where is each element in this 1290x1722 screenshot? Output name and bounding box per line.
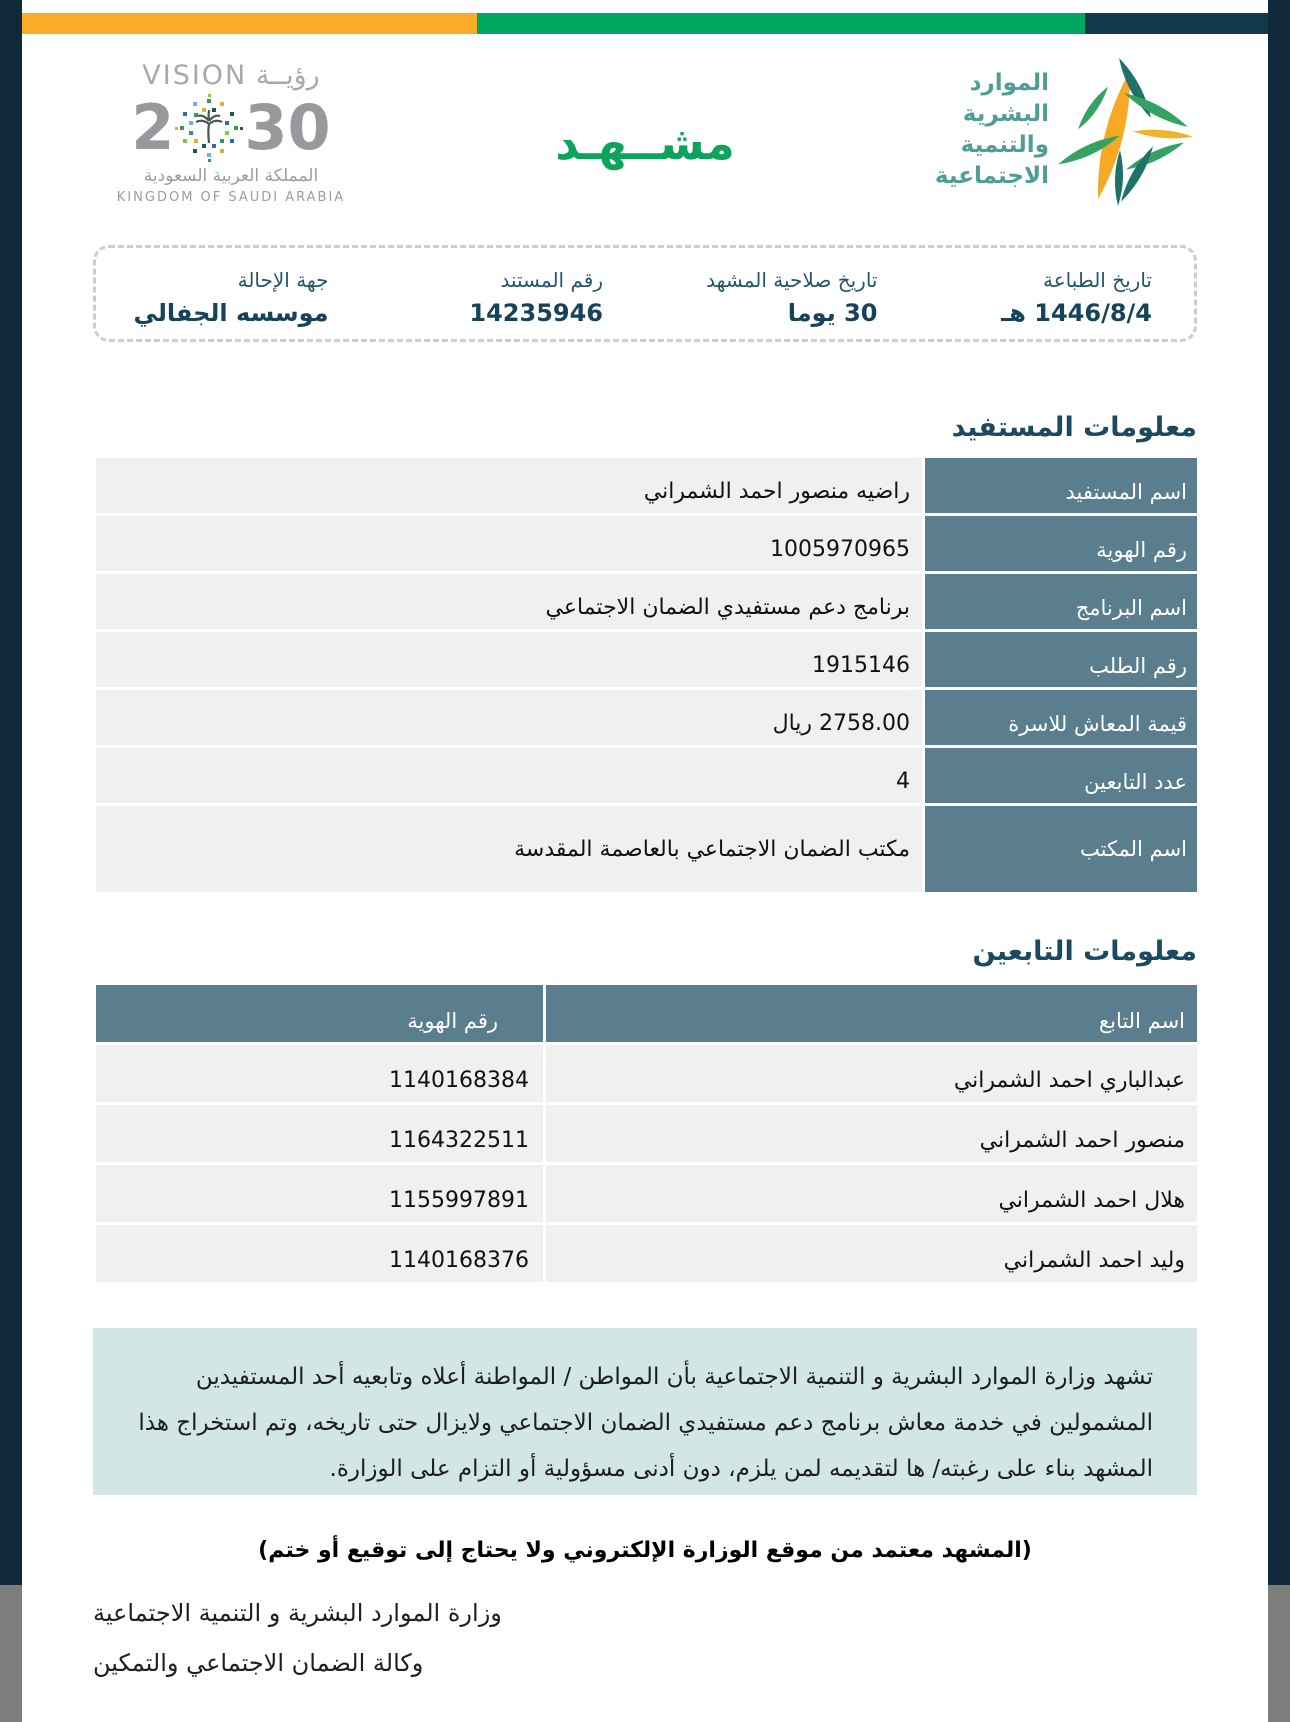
row-value: برنامج دعم مستفيدي الضمان الاجتماعي (96, 574, 922, 629)
info-label: جهة الإحالة (237, 268, 329, 292)
dependent-name: منصور احمد الشمراني (546, 1105, 1197, 1162)
row-label: رقم الطلب (925, 632, 1197, 687)
dependent-id: 1140168376 (96, 1225, 543, 1282)
vision-year-end: 30 (244, 91, 331, 164)
beneficiary-section-title: معلومات المستفيد (951, 412, 1197, 443)
row-value: مكتب الضمان الاجتماعي بالعاصمة المقدسة (96, 806, 922, 892)
issuing-ministry-line: وزارة الموارد البشرية و التنمية الاجتماعية (93, 1599, 502, 1627)
info-document-number (371, 268, 646, 339)
dependent-name: وليد احمد الشمراني (546, 1225, 1197, 1282)
row-label: عدد التابعين (925, 748, 1197, 803)
page-title: مشــهـد (555, 116, 735, 170)
certification-statement: تشهد وزارة الموارد البشرية و التنمية الاجتماعية بأن المواطن / المواطنة أعلاه وتابعيه أحد المستفيدين المشمولين في خدمة معاش برنامج دعم مستفيدي الضمان الاجتماعي ولايزال حتى تاريخه، وتم استخراج هذا المشهد بناء على رغبته/ ها لتقديمه لمن يلزم، دون أدنى مسؤولية أو التزام على الوزارة. (93, 1328, 1197, 1495)
table-row (93, 516, 1197, 571)
column-header-id: رقم الهوية (96, 985, 543, 1042)
row-label: اسم المكتب (925, 806, 1197, 892)
approval-note: (المشهد معتمد من موقع الوزارة الإلكتروني ولا يحتاج إلى توقيع أو ختم) (258, 1538, 1032, 1563)
info-value: 1446/8/4 هـ (1001, 299, 1152, 327)
table-row (93, 1165, 1197, 1222)
info-validity (645, 268, 920, 339)
ministry-name-line1: الموارد البشرية (962, 70, 1049, 127)
table-row (93, 574, 1197, 629)
table-row (93, 1225, 1197, 1282)
info-value: 30 يوما (787, 299, 878, 327)
table-row (93, 690, 1197, 745)
row-label: قيمة المعاش للاسرة (925, 690, 1197, 745)
vision-kingdom-en: KINGDOM OF SAUDI ARABIA (116, 190, 346, 205)
stripe-navy-segment (1085, 13, 1268, 34)
table-header-row (93, 985, 1197, 1042)
dependent-id: 1140168384 (96, 1045, 543, 1102)
row-label: اسم البرنامج (925, 574, 1197, 629)
dependent-id: 1155997891 (96, 1165, 543, 1222)
row-value: 2758.00 ريال (96, 690, 922, 745)
ministry-name-line2: والتنمية الاجتماعية (934, 132, 1049, 189)
info-value: موسسه الجفالي (133, 299, 329, 327)
document-info-box (93, 245, 1197, 342)
dependent-id: 1164322511 (96, 1105, 543, 1162)
table-row (93, 748, 1197, 803)
info-print-date (920, 268, 1195, 339)
ministry-starburst-icon (1049, 50, 1199, 210)
info-label: تاريخ صلاحية المشهد (706, 268, 878, 292)
table-row (93, 458, 1197, 513)
row-value: 1005970965 (96, 516, 922, 571)
page-border-right (1268, 0, 1290, 1585)
dependents-section-title: معلومات التابعين (972, 936, 1197, 967)
table-row (93, 1045, 1197, 1102)
row-value: 4 (96, 748, 922, 803)
table-row (93, 1105, 1197, 1162)
info-label: رقم المستند (500, 268, 603, 292)
issuing-authority (93, 1588, 613, 1688)
issuing-agency-line: وكالة الضمان الاجتماعي والتمكين (93, 1649, 424, 1677)
vision-wordmark: رؤيــة VISION (142, 60, 320, 91)
page-border-right-gray (1268, 1585, 1290, 1722)
dependents-table (93, 985, 1197, 1285)
ministry-name (899, 68, 1049, 192)
row-label: رقم الهوية (925, 516, 1197, 571)
info-value: 14235946 (469, 299, 603, 327)
vision-2030-logo (95, 60, 367, 205)
column-header-name: اسم التابع (546, 985, 1197, 1042)
beneficiary-table (93, 458, 1197, 895)
page-border-left (0, 0, 22, 1585)
stripe-orange-segment (22, 13, 477, 34)
ministry-logo (893, 50, 1199, 210)
dependent-name: عبدالباري احمد الشمراني (546, 1045, 1197, 1102)
saudi-emblem-icon (174, 93, 244, 163)
vision-kingdom-ar: المملكة العربية السعودية (143, 166, 319, 186)
top-stripe (22, 13, 1268, 34)
vision-year-row (95, 93, 367, 163)
dependent-name: هلال احمد الشمراني (546, 1165, 1197, 1222)
stripe-green-segment (477, 13, 1085, 34)
row-value: 1915146 (96, 632, 922, 687)
row-value: راضيه منصور احمد الشمراني (96, 458, 922, 513)
vision-year-start: 2 (131, 91, 175, 164)
table-row (93, 806, 1197, 892)
info-label: تاريخ الطباعة (1043, 268, 1152, 292)
table-row (93, 632, 1197, 687)
page-border-left-gray (0, 1585, 22, 1722)
info-referral-entity (96, 268, 371, 339)
row-label: اسم المستفيد (925, 458, 1197, 513)
